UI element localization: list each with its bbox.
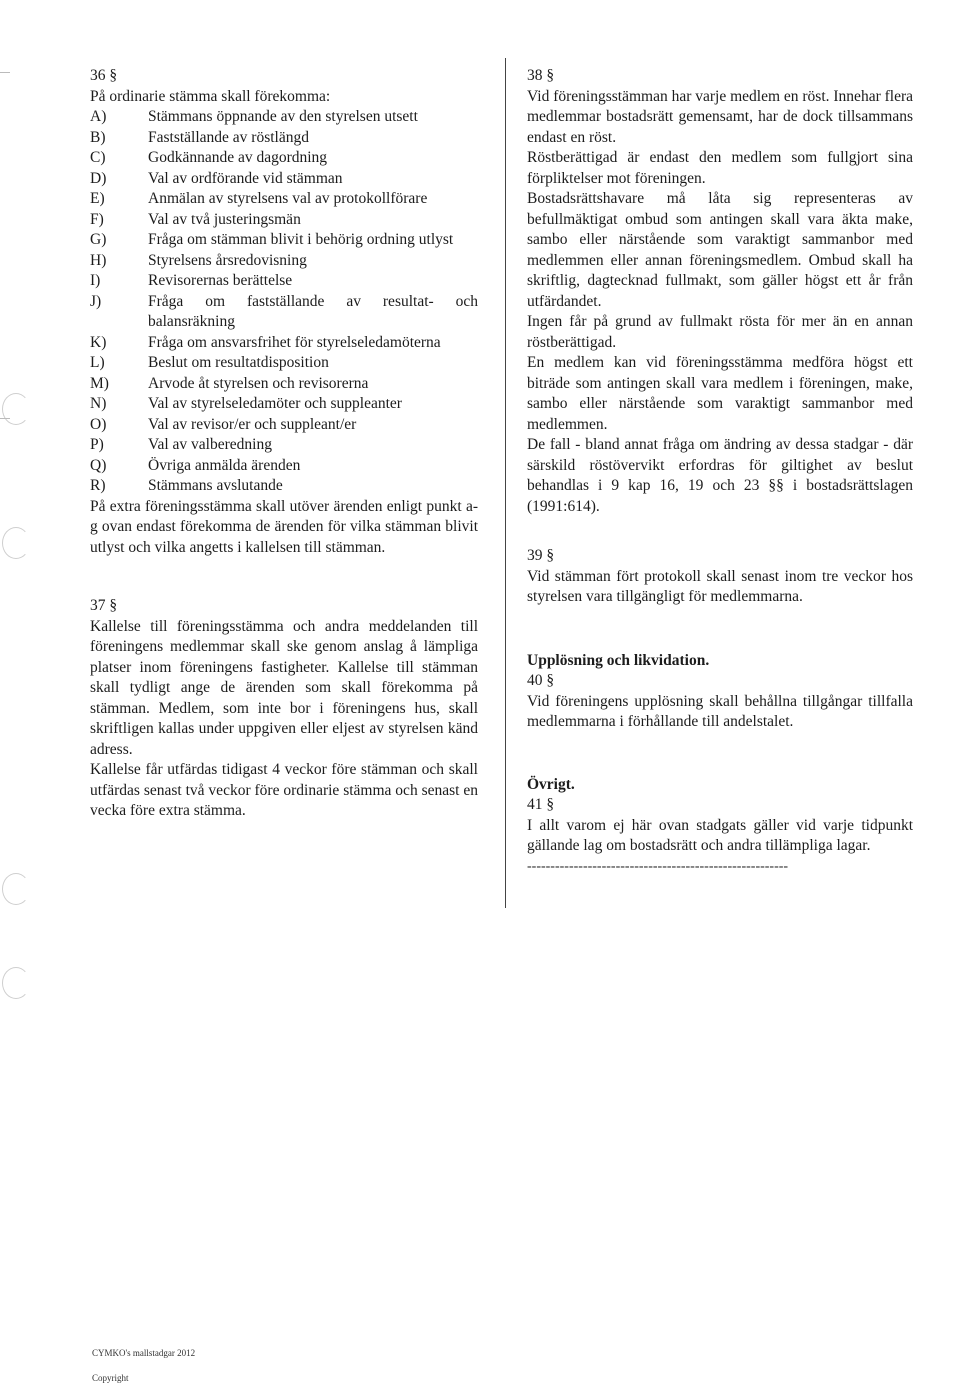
agenda-text: Val av revisor/er och suppleant/er — [148, 415, 357, 433]
extra-meeting-paragraph: På extra föreningsstämma skall utöver ärenden enligt punkt a-g ovan endast förekomma de ärenden för vilka stämman blivit utlyst och vilka angetts i kallelsen till stämman. — [90, 497, 478, 556]
agenda-item — [90, 456, 478, 477]
agenda-item — [90, 230, 478, 251]
agenda-text: Val av två justeringsmän — [148, 210, 301, 228]
agenda-letter: R) — [90, 477, 106, 494]
notice-paragraph: Kallelse till föreningsstämma och andra meddelanden till föreningens medlemmar skall ske genom anslag å lämpliga platser inom föreningens fastigheter. Kallelse till stämman skall tydligt ange de ärenden som skall förekomma på stämman. Medlem, som inte bor i föreningens hus, skall skriftligen kallas under uppgiven eller eljest av styrelsen känd adress. — [90, 617, 478, 758]
voting-paragraph: Vid föreningsstämman har varje medlem en röst. Innehar flera medlemmar bostadsrätt gemensamt, har de dock tillsammans endast en röst. — [527, 87, 913, 146]
agenda-item — [90, 374, 478, 395]
scan-mark — [0, 418, 10, 419]
footer-template-name: CYMKO's mallstadgar 2012 — [92, 1348, 196, 1358]
agenda-item — [90, 292, 478, 333]
agenda-letter: P) — [90, 436, 104, 453]
section-39 — [527, 546, 913, 608]
agenda-text: Val av ordförande vid stämman — [148, 169, 343, 187]
agenda-letter: H) — [90, 251, 107, 269]
agenda-item — [90, 148, 478, 169]
section-number: 40 § — [527, 672, 555, 689]
agenda-letter: E) — [90, 190, 105, 207]
section-number: 39 § — [527, 547, 555, 564]
punch-hole-mark — [2, 967, 30, 999]
agenda-letter: K) — [90, 333, 107, 351]
agenda-text: Stämmans avslutande — [148, 477, 283, 494]
proxy-paragraph: Bostadsrättshavare må låta sig representeras av befullmäktigat ombud som antingen skall vara äkta make, sambo eller närstående som varaktigt sammanbor med medlemmen eller annan föreningsmedlem. Ombud skall ha skriftlig, dagtecknad fullmakt, som gäller högst ett år från utfärdandet. — [527, 190, 913, 310]
agenda-letter: C) — [90, 149, 106, 166]
agenda-letter: O) — [90, 415, 107, 433]
scan-mark — [0, 72, 10, 73]
voting-eligibility-paragraph: Röstberättigad är endast den medlem som fullgjort sina förpliktelser mot föreningen. — [527, 149, 913, 187]
agenda-letter: Q) — [90, 456, 107, 474]
punch-hole-mark — [2, 527, 30, 559]
footer-copyright: Copyright — [92, 1373, 129, 1383]
agenda-text: Fastställande av röstlängd — [148, 128, 309, 146]
agenda-text: Anmälan av styrelsens val av protokollförare — [148, 190, 428, 207]
agenda-letter: F) — [90, 210, 104, 228]
agenda-item — [90, 476, 478, 497]
agenda-letter: M) — [90, 374, 109, 392]
agenda-item — [90, 435, 478, 456]
section-number: 41 § — [527, 796, 555, 813]
right-column — [527, 66, 913, 877]
agenda-item — [90, 333, 478, 354]
section-41 — [527, 775, 913, 877]
agenda-text: Fråga om ansvarsfrihet för styrelseledamöterna — [148, 333, 441, 351]
dissolution-paragraph: Vid föreningens upplösning skall behållna tillgångar tillfalla medlemmarna i förhållande till andelstalet. — [527, 692, 913, 730]
agenda-letter: I) — [90, 272, 101, 289]
notice-timing-paragraph: Kallelse får utfärdas tidigast 4 veckor före stämman och skall utfärdas senast två veckor före ordinarie stämma och senast en vecka före extra stämma. — [90, 761, 478, 819]
agenda-letter: G) — [90, 231, 107, 248]
section-heading: Övrigt. — [527, 775, 575, 793]
section-number: 37 § — [90, 597, 118, 614]
agenda-item — [90, 394, 478, 415]
section-37 — [90, 596, 478, 822]
left-column — [90, 66, 478, 822]
agenda-letter: B) — [90, 128, 106, 146]
end-dashes: -------------------------------------------------------- — [527, 858, 789, 874]
agenda-item — [90, 210, 478, 231]
section-number: 38 § — [527, 67, 555, 84]
agenda-item — [90, 353, 478, 374]
assistant-paragraph: En medlem kan vid föreningsstämma medföra högst ett biträde som antingen skall vara medlem i föreningen, make, sambo eller närstående som varaktigt sammanbor med medlemmen. — [527, 354, 913, 433]
agenda-text: Val av valberedning — [148, 436, 272, 453]
column-divider — [505, 58, 506, 908]
agenda-text: Beslut om resultatdisposition — [148, 354, 329, 371]
agenda-text: Revisorernas berättelse — [148, 272, 293, 289]
agenda-item — [90, 107, 478, 128]
section-heading: Upplösning och likvidation. — [527, 651, 710, 669]
agenda-letter: J) — [90, 292, 102, 310]
proxy-limit-paragraph: Ingen får på grund av fullmakt rösta för mer än en annan röstberättigad. — [527, 313, 913, 351]
section-intro: På ordinarie stämma skall förekomma: — [90, 87, 331, 105]
agenda-text: Fråga om stämman blivit i behörig ordning utlyst — [148, 231, 454, 248]
agenda-text: Fråga om fastställande av resultat- och balansräkning — [148, 292, 478, 330]
agenda-text: Styrelsens årsredovisning — [148, 251, 307, 269]
agenda-text: Stämmans öppnande av den styrelsen utsett — [148, 108, 418, 125]
agenda-item — [90, 169, 478, 190]
punch-hole-mark — [2, 873, 30, 905]
agenda-item — [90, 189, 478, 210]
agenda-letter: D) — [90, 169, 107, 187]
agenda-text: Godkännande av dagordning — [148, 149, 328, 166]
section-number: 36 § — [90, 67, 118, 84]
minutes-paragraph: Vid stämman fört protokoll skall senast inom tre veckor hos styrelsen vara tillgängligt för medlemmarna. — [527, 567, 913, 605]
punch-hole-mark — [2, 393, 30, 425]
agenda-text: Arvode åt styrelsen och revisorerna — [148, 374, 369, 392]
agenda-text: Val av styrelseledamöter och suppleanter — [148, 395, 402, 412]
agenda-letter: A) — [90, 108, 107, 125]
agenda-text: Övriga anmälda ärenden — [148, 456, 301, 474]
agenda-letter: L) — [90, 354, 105, 371]
agenda-item — [90, 415, 478, 436]
section-36 — [90, 66, 478, 558]
agenda-item — [90, 128, 478, 149]
section-40 — [527, 651, 913, 733]
agenda-item — [90, 271, 478, 292]
majority-paragraph: De fall - bland annat fråga om ändring av dessa stadgar - där särskild röstövervikt erfordras för giltighet av beslut behandlas i 9 kap 16, 19 och 23 §§ i bostadsrättslagen (1991:614). — [527, 436, 913, 515]
agenda-list — [90, 107, 478, 497]
other-paragraph: I allt varom ej här ovan stadgats gäller vid varje tidpunkt gällande lag om bostadsrätt och andra tillämpliga lagar. — [527, 816, 913, 854]
section-38 — [527, 66, 913, 517]
agenda-letter: N) — [90, 395, 107, 412]
agenda-item — [90, 251, 478, 272]
